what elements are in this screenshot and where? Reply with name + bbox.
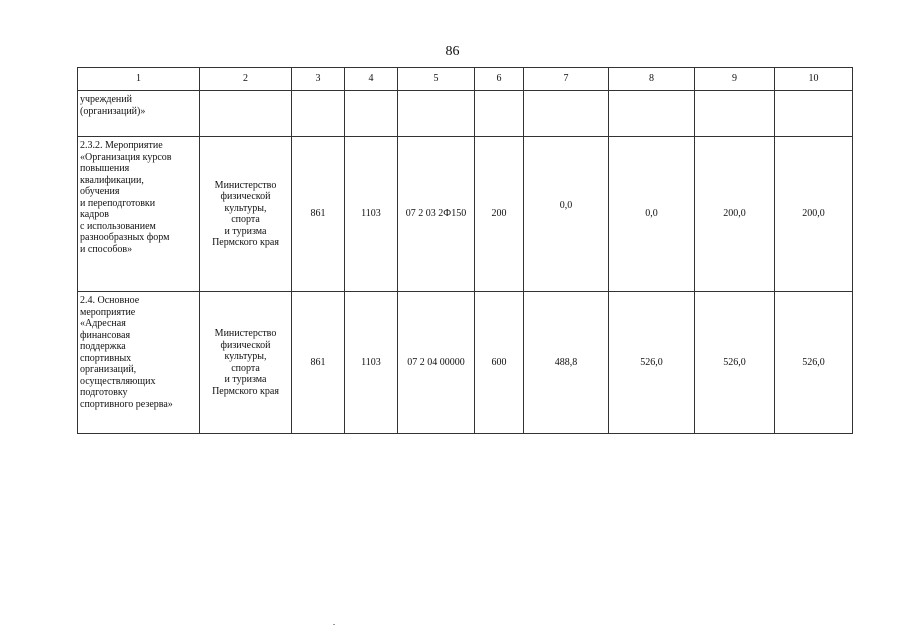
budget-table (77, 67, 853, 434)
empty-cell (695, 91, 775, 137)
amount-col9-cell: 526,0 (695, 292, 775, 434)
activity-name-cell: учреждений (организаций)» (78, 91, 200, 137)
organization-cell: Министерство физической культуры, спорта и туризма Пермского края (200, 137, 292, 292)
page-number: 86 (445, 44, 460, 59)
code-target-cell: 07 2 03 2Ф150 (398, 137, 475, 292)
header-cell-6: 6 (475, 68, 524, 91)
amount-col8-cell: 526,0 (609, 292, 695, 434)
amount-col8-cell: 0,0 (609, 137, 695, 292)
empty-cell (345, 91, 398, 137)
amount-col10-cell: 200,0 (775, 137, 853, 292)
empty-cell (524, 91, 609, 137)
header-cell-1: 1 (78, 68, 200, 91)
header-cell-7: 7 (524, 68, 609, 91)
empty-cell (200, 91, 292, 137)
code-expense-type-cell: 200 (475, 137, 524, 292)
table-row (78, 137, 853, 292)
header-cell-10: 10 (775, 68, 853, 91)
amount-col7-cell: 488,8 (524, 292, 609, 434)
amount-col7-cell: 0,0 (524, 137, 609, 292)
code-admin-cell: 861 (292, 137, 345, 292)
code-expense-type-cell: 600 (475, 292, 524, 434)
activity-name-cell: 2.3.2. Мероприятие «Организация курсов повышения квалификации, обучения и переподготовки кадров с использованием разнообразных форм и способов» (78, 137, 200, 292)
empty-cell (475, 91, 524, 137)
empty-cell (775, 91, 853, 137)
header-cell-2: 2 (200, 68, 292, 91)
header-cell-4: 4 (345, 68, 398, 91)
code-section-cell: 1103 (345, 292, 398, 434)
header-cell-8: 8 (609, 68, 695, 91)
header-cell-5: 5 (398, 68, 475, 91)
header-cell-3: 3 (292, 68, 345, 91)
table-row (78, 292, 853, 434)
organization-cell: Министерство физической культуры, спорта и туризма Пермского края (200, 292, 292, 434)
empty-cell (398, 91, 475, 137)
code-target-cell: 07 2 04 00000 (398, 292, 475, 434)
header-cell-9: 9 (695, 68, 775, 91)
code-admin-cell: 861 (292, 292, 345, 434)
activity-name-cell: 2.4. Основное мероприятие «Адресная финансовая поддержка спортивных организаций, осуществляющих подготовку спортивного резерва» (78, 292, 200, 434)
amount-col9-cell: 200,0 (695, 137, 775, 292)
table-header-row (78, 68, 853, 91)
code-section-cell: 1103 (345, 137, 398, 292)
scan-speck (333, 624, 335, 625)
amount-col10-cell: 526,0 (775, 292, 853, 434)
table-row-continuation (78, 91, 853, 137)
empty-cell (609, 91, 695, 137)
empty-cell (292, 91, 345, 137)
